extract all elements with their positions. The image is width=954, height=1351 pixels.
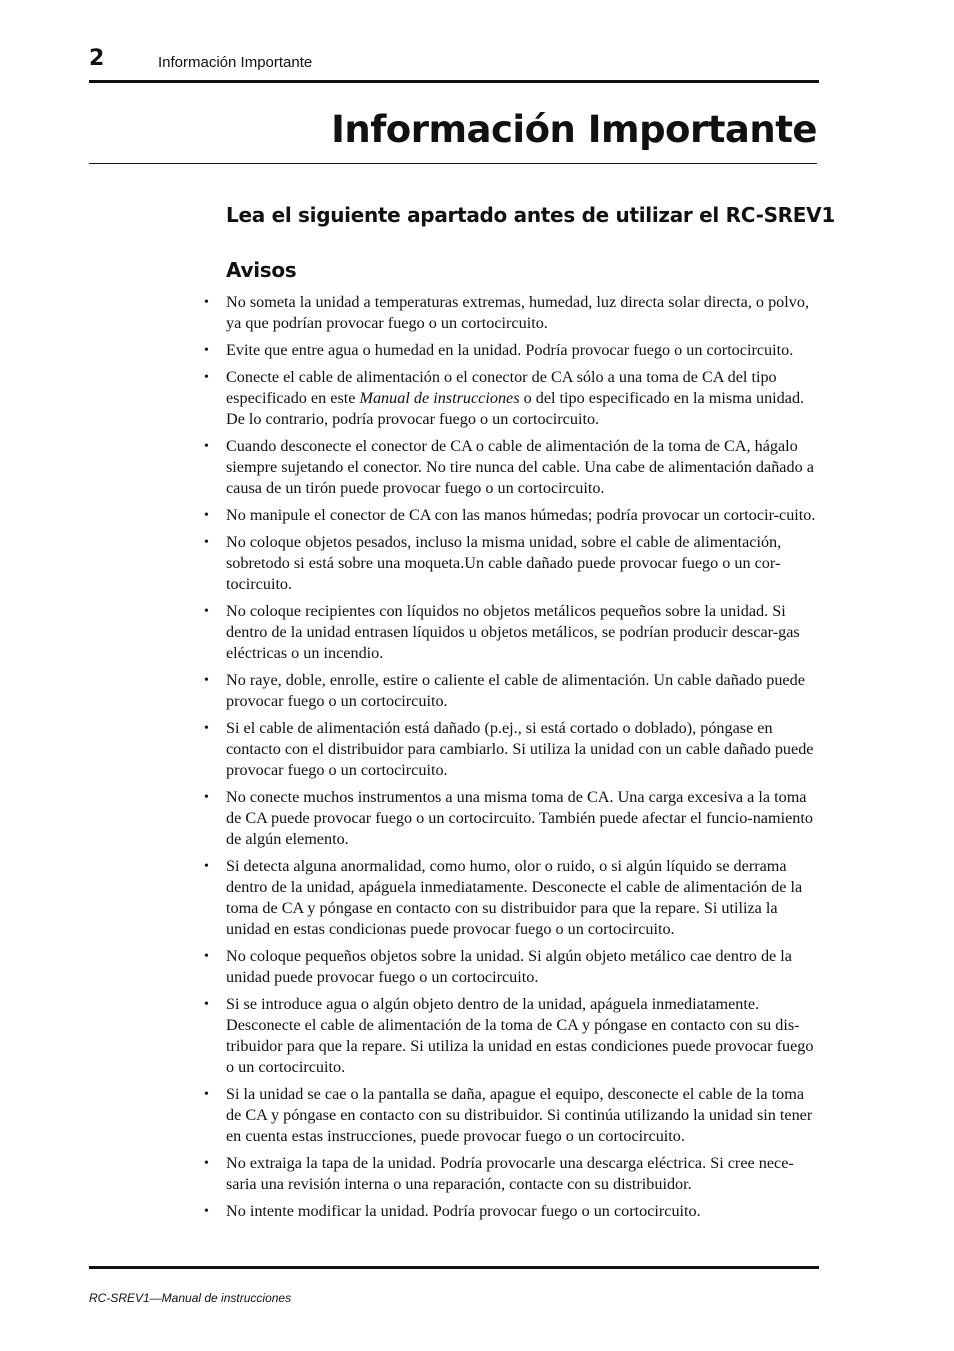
list-item — [204, 340, 818, 361]
list-item-text: Cuando desconecte el conector de CA o cable de alimentación de la toma de CA, hágalo siempre sujetando el conector. No tire nunca del cable. Una cabe de alimentación dañado a causa de un tirón puede provocar fuego o un cortocircuito. — [226, 437, 814, 497]
header-rule — [89, 80, 819, 83]
running-title: Información Importante — [158, 54, 313, 71]
list-item-text: Si la unidad se cae o la pantalla se daña, apague el equipo, desconecte el cable de la toma de CA y póngase en contacto con su distribuidor. Si continúa utilizando la unidad sin tener en cuenta estas instrucciones, puede provocar fuego o un cortocircuito. — [226, 1085, 813, 1145]
list-item-text: No raye, doble, enrolle, estire o caliente el cable de alimentación. Un cable dañado puede provocar fuego o un cortocircuito. — [226, 671, 805, 710]
list-item-text: Conecte el cable de alimentación o el conector de CA sólo a una toma de CA del tipo especificado en este — [226, 368, 777, 407]
list-item-text: Evite que entre agua o humedad en la unidad. Podría provocar fuego o un cortocircuito. — [226, 341, 794, 359]
page-title: Información Importante — [331, 108, 817, 151]
section-heading: Lea el siguiente apartado antes de utilizar el RC-SREV1 — [226, 203, 835, 227]
warnings-list — [204, 292, 818, 1228]
bullet-icon: • — [204, 1204, 209, 1219]
list-item-text: Si se introduce agua o algún objeto dentro de la unidad, apáguela inmediatamente. Desconecte el cable de alimentación de la toma de CA y póngase en contacto con su dis-tribuidor para que la repare. Si utiliza la unidad en estas condiciones puede provocar fuego o un cortocircuito. — [226, 995, 814, 1076]
list-item-text: No conecte muchos instrumentos a una misma toma de CA. Una carga excesiva a la toma de CA puede provocar fuego o un cortocircuito. También puede afectar el funcio-namiento de algún elemento. — [226, 788, 813, 848]
subheading: Avisos — [226, 258, 297, 282]
list-item-text: No manipule el conector de CA con las manos húmedas; podría provocar un cortocir-cuito. — [226, 506, 816, 524]
list-item — [204, 718, 818, 781]
list-item-text: No intente modificar la unidad. Podría provocar fuego o un cortocircuito. — [226, 1202, 701, 1220]
footer-rule — [89, 1266, 819, 1269]
bullet-icon: • — [204, 604, 209, 619]
bullet-icon: • — [204, 790, 209, 805]
title-rule — [89, 163, 817, 164]
bullet-icon: • — [204, 508, 209, 523]
list-item — [204, 532, 818, 595]
list-item-text: Si el cable de alimentación está dañado (p.ej., si está cortado o doblado), póngase en contacto con el distribuidor para cambiarlo. Si utiliza la unidad con un cable dañado puede provocar fuego o un cortocircuito. — [226, 719, 814, 779]
list-item — [204, 856, 818, 940]
bullet-icon: • — [204, 997, 209, 1012]
bullet-icon: • — [204, 859, 209, 874]
bullet-icon: • — [204, 1156, 209, 1171]
list-item — [204, 505, 818, 526]
list-item — [204, 1153, 818, 1195]
list-item-text: o del tipo especificado en la misma unidad. De lo contrario, podría provocar fuego o un cortocircuito. — [226, 389, 805, 428]
list-item — [204, 787, 818, 850]
list-item — [204, 946, 818, 988]
list-item — [204, 292, 818, 334]
list-item-emphasis: Manual de instrucciones — [359, 389, 520, 407]
list-item — [204, 601, 818, 664]
list-item-text: Si detecta alguna anormalidad, como humo, olor o ruido, o si algún líquido se derrama dentro de la unidad, apáguela inmediatamente. Desconecte el cable de alimentación de la toma de CA y póngase en contacto con su distribuidor para que la repare. Si utiliza la unidad en estas condicionas puede provocar fuego o un cortocircuito. — [226, 857, 803, 938]
list-item — [204, 670, 818, 712]
bullet-icon: • — [204, 673, 209, 688]
list-item-text: No coloque pequeños objetos sobre la unidad. Si algún objeto metálico cae dentro de la unidad puede provocar fuego o un cortocircuito. — [226, 947, 792, 986]
list-item-text: No extraiga la tapa de la unidad. Podría provocarle una descarga eléctrica. Si cree nece-saria una revisión interna o una reparación, contacte con su distribuidor. — [226, 1154, 794, 1193]
page-number: 2 — [89, 46, 105, 71]
bullet-icon: • — [204, 535, 209, 550]
list-item — [204, 436, 818, 499]
bullet-icon: • — [204, 721, 209, 736]
list-item-text: No coloque recipientes con líquidos no objetos metálicos pequeños sobre la unidad. Si dentro de la unidad entrasen líquidos u objetos metálicos, se podrían producir descar-gas eléctricas o un incendio. — [226, 602, 800, 662]
list-item — [204, 1084, 818, 1147]
list-item-text: No someta la unidad a temperaturas extremas, humedad, luz directa solar directa, o polvo, ya que podrían provocar fuego o un cortocircuito. — [226, 293, 809, 332]
footer-text: RC-SREV1—Manual de instrucciones — [89, 1291, 292, 1305]
list-item — [204, 367, 818, 430]
bullet-icon: • — [204, 343, 209, 358]
bullet-icon: • — [204, 1087, 209, 1102]
list-item — [204, 1201, 818, 1222]
bullet-icon: • — [204, 439, 209, 454]
bullet-icon: • — [204, 295, 209, 310]
bullet-icon: • — [204, 949, 209, 964]
list-item-text: No coloque objetos pesados, incluso la misma unidad, sobre el cable de alimentación, sobretodo si está sobre una moqueta.Un cable dañado puede provocar fuego o un cor-tocircuito. — [226, 533, 782, 593]
bullet-icon: • — [204, 370, 209, 385]
list-item — [204, 994, 818, 1078]
